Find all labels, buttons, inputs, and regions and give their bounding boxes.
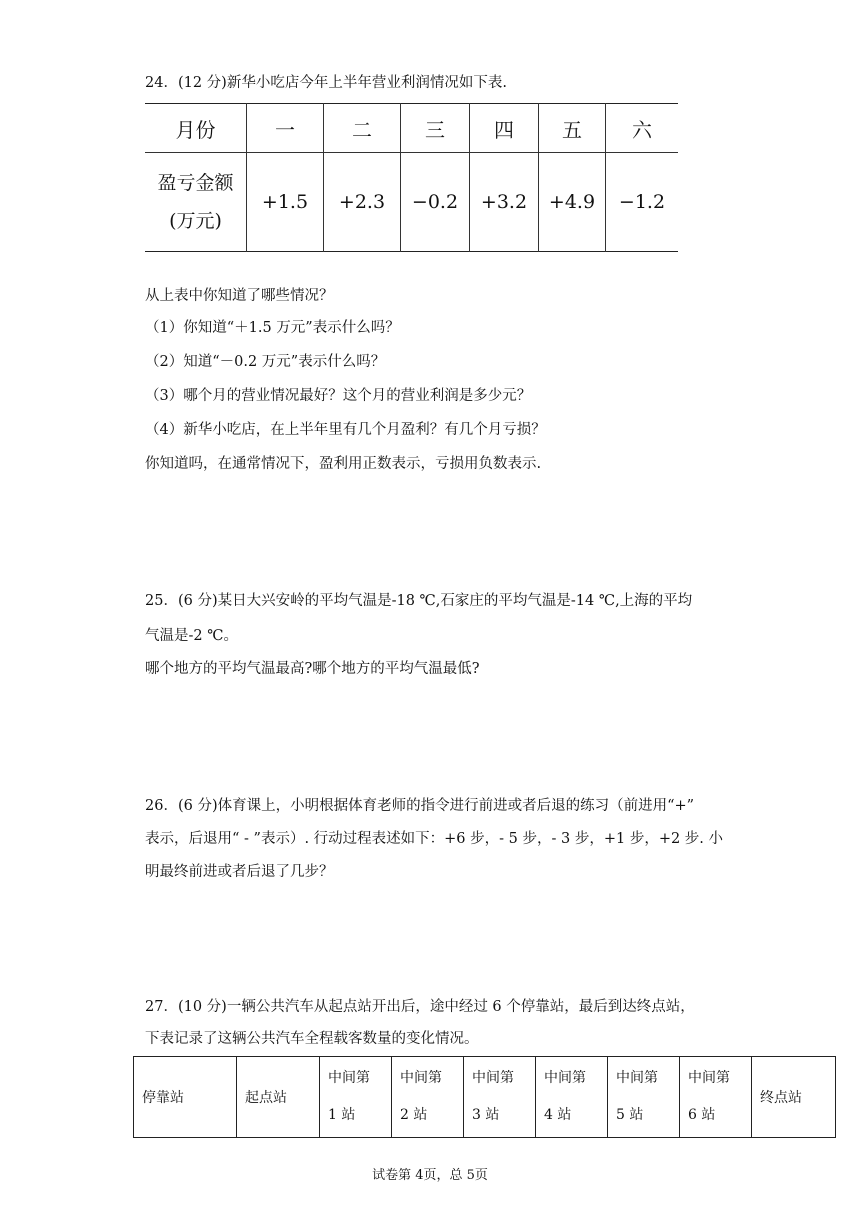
q27-mid-stop-2-a: 中间第 — [400, 1070, 442, 1086]
q24-table-value-row — [145, 153, 678, 252]
q26-line3: 明最终前进或者后退了几步？ — [145, 864, 334, 880]
q24-row-label-line1: 盈亏金额 — [157, 172, 234, 194]
q27-mid-stop-3-b: 3 站 — [472, 1107, 500, 1123]
q24-value-1: +1.5 — [247, 153, 324, 252]
q24-value-2: +2.3 — [324, 153, 401, 252]
q24-row-label-line2: (万元) — [169, 210, 222, 232]
q27-mid-stop-3 — [464, 1057, 536, 1138]
q24-month-2: 二 — [324, 104, 401, 153]
q25-line1: 25．(6 分)某日大兴安岭的平均气温是-18 ℃,石家庄的平均气温是-14 ℃,上海的平均 — [145, 593, 693, 609]
q24-month-3: 三 — [401, 104, 470, 153]
q27-mid-stop-1-b: 1 站 — [328, 1107, 356, 1123]
q24-intro: 从上表中你知道了哪些情况？ — [145, 288, 334, 304]
q24-title: 24．(12 分)新华小吃店今年上半年营业利润情况如下表. — [145, 75, 507, 91]
q24-note: 你知道吗，在通常情况下，盈利用正数表示，亏损用负数表示. — [145, 456, 542, 472]
q27-table-row — [134, 1057, 836, 1138]
q27-mid-stop-6-a: 中间第 — [688, 1070, 730, 1086]
q24-value-6: −1.2 — [606, 153, 679, 252]
q27-mid-stop-1-a: 中间第 — [328, 1070, 370, 1086]
q27-mid-stop-4-b: 4 站 — [544, 1107, 572, 1123]
q27-start-stop: 起点站 — [237, 1057, 320, 1138]
q27-mid-stop-3-a: 中间第 — [472, 1070, 514, 1086]
q27-mid-stop-1 — [320, 1057, 392, 1138]
q27-mid-stop-6-b: 6 站 — [688, 1107, 716, 1123]
q24-sub2: （2）知道“－0.2 万元”表示什么吗？ — [145, 354, 386, 370]
q27-stop-label: 停靠站 — [134, 1057, 237, 1138]
q27-stops-table — [133, 1056, 836, 1138]
q24-header-label: 月份 — [145, 104, 247, 153]
q24-row-label — [145, 153, 247, 252]
q26-line1: 26．(6 分)体育课上，小明根据体育老师的指令进行前进或者后退的练习（前进用“+” — [145, 798, 695, 814]
q24-sub1: （1）你知道“＋1.5 万元”表示什么吗？ — [145, 320, 400, 336]
q26-line2: 表示，后退用“ - ”表示）. 行动过程表述如下：+6 步，- 5 步，- 3 步，+1 步，+2 步. 小 — [145, 831, 724, 847]
q24-table-header-row — [145, 104, 678, 153]
q24-value-4: +3.2 — [470, 153, 539, 252]
q27-line1: 27．(10 分)一辆公共汽车从起点站开出后，途中经过 6 个停靠站，最后到达终点站， — [145, 999, 695, 1015]
q27-mid-stop-2 — [392, 1057, 464, 1138]
q27-mid-stop-4-a: 中间第 — [544, 1070, 586, 1086]
q27-mid-stop-5 — [608, 1057, 680, 1138]
q24-month-5: 五 — [539, 104, 606, 153]
q24-sub3: （3）哪个月的营业情况最好？这个月的营业利润是多少元？ — [145, 388, 532, 404]
q27-mid-stop-5-a: 中间第 — [616, 1070, 658, 1086]
q25-line2: 气温是-2 ℃。 — [145, 628, 238, 644]
q27-mid-stop-6 — [680, 1057, 752, 1138]
q24-value-5: +4.9 — [539, 153, 606, 252]
q27-mid-stop-2-b: 2 站 — [400, 1107, 428, 1123]
q24-month-1: 一 — [247, 104, 324, 153]
q24-profit-table — [145, 103, 678, 252]
q27-line2: 下表记录了这辆公共汽车全程载客数量的变化情况。 — [145, 1031, 479, 1047]
q24-month-4: 四 — [470, 104, 539, 153]
q24-month-6: 六 — [606, 104, 679, 153]
q27-mid-stop-4 — [536, 1057, 608, 1138]
q24-sub4: （4）新华小吃店，在上半年里有几个月盈利？有几个月亏损？ — [145, 422, 546, 438]
q27-end-stop: 终点站 — [752, 1057, 836, 1138]
page-footer: 试卷第 4页，总 5页 — [372, 1168, 488, 1183]
q24-value-3: −0.2 — [401, 153, 470, 252]
q27-mid-stop-5-b: 5 站 — [616, 1107, 644, 1123]
q25-line3: 哪个地方的平均气温最高?哪个地方的平均气温最低? — [145, 661, 480, 677]
